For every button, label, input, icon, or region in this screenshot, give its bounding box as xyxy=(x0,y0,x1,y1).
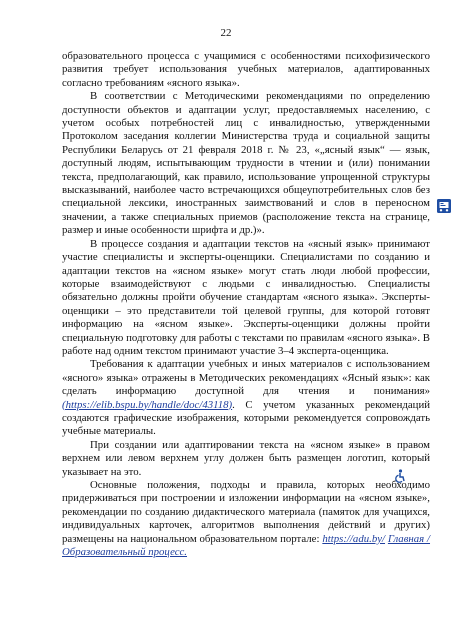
adu-portal-link[interactable]: https://adu.by/ xyxy=(322,532,386,545)
paragraph-4-text-before: Требования к адаптации учебных и иных материалов с использованием «ясного» языка» отражены в Методических рекомендациях «Ясный язык»: как сделать информацию доступной для чтения и понимания» xyxy=(62,358,430,398)
paragraph-5: При создании или адаптировании текста на «ясном языке» в правом верхнем или левом верхнем углу должен быть размещен логотип, который указывает на это. xyxy=(62,438,430,478)
paragraph-4 xyxy=(62,358,430,438)
document-body xyxy=(62,50,430,559)
accessibility-person-icon xyxy=(392,469,406,483)
paragraph-1: образовательного процесса с учащимися с особенностями психофизического развития требует использования учебных материалов, адаптированных согласно требованиям «ясного языка». xyxy=(62,50,430,89)
paragraph-6 xyxy=(62,479,430,559)
paragraph-4-text-after: . С учетом указанных рекомендаций создаются графические изображения, которыми рекомендуется сопровождать учебные материалы. xyxy=(62,398,430,438)
elib-link[interactable]: (https://elib.bspu.by/handle/doc/43118) xyxy=(62,398,233,411)
portal-breadcrumb-link[interactable]: Главная / Образовательный процесс. xyxy=(62,532,431,559)
page-number: 22 xyxy=(220,27,232,39)
clear-language-logo-icon xyxy=(437,199,451,213)
paragraph-3: В процессе создания и адаптации текстов на «ясный язык» принимают участие специалисты и эксперты-оценщики. Специалистами по созданию и адаптации текстов на «ясном языке» могут стать люди любой профессии, которые взаимодействуют с людьми с инвалидностью. Специалисты обязательно должны пройти обучение стандартам «ясного языка». Эксперты-оценщики – это представители той целевой группы, для которой готовят информацию на «ясном языке». Эксперты-оценщики должны пройти специальную подготовку для работы с текстами по правилам «ясного языка». В работе над одним текстом принимают участие 3–4 эксперта-оценщика. xyxy=(62,237,430,357)
paragraph-6-text-before: Основные положения, подходы и правила, которых необходимо придерживаться при построении и изложении информации на «ясном языке», рекомендации по созданию дидактического материала (памяток для учащихся, индивидуальных карточек, алгоритмов выполнения действий и других) размещены на национальном образовательном портале: xyxy=(62,479,430,545)
paragraph-2: В соответствии с Методическими рекомендациями по определению доступности объектов и адаптации услуг, предоставляемых населению, с учетом особых потребностей лиц с инвалидностью, утвержденными Протоколом заседания коллегии Министерства труда и социальной защиты Республики Беларусь от 21 февраля 2018 г. № 23, «„ясный язык“ — язык, доступный людям, испытывающим трудности в чтении и (или) понимании текста, предполагающий, как правило, использование упрощенной структуры высказываний, наиболее часто встречающихся общеупотребительных слов без специальной лексики, иностранных заимствований и слов в переносном значении, а также специальных приемов (расположение текста на странице, размер и иные особенности шрифта и др.)». xyxy=(62,90,430,237)
